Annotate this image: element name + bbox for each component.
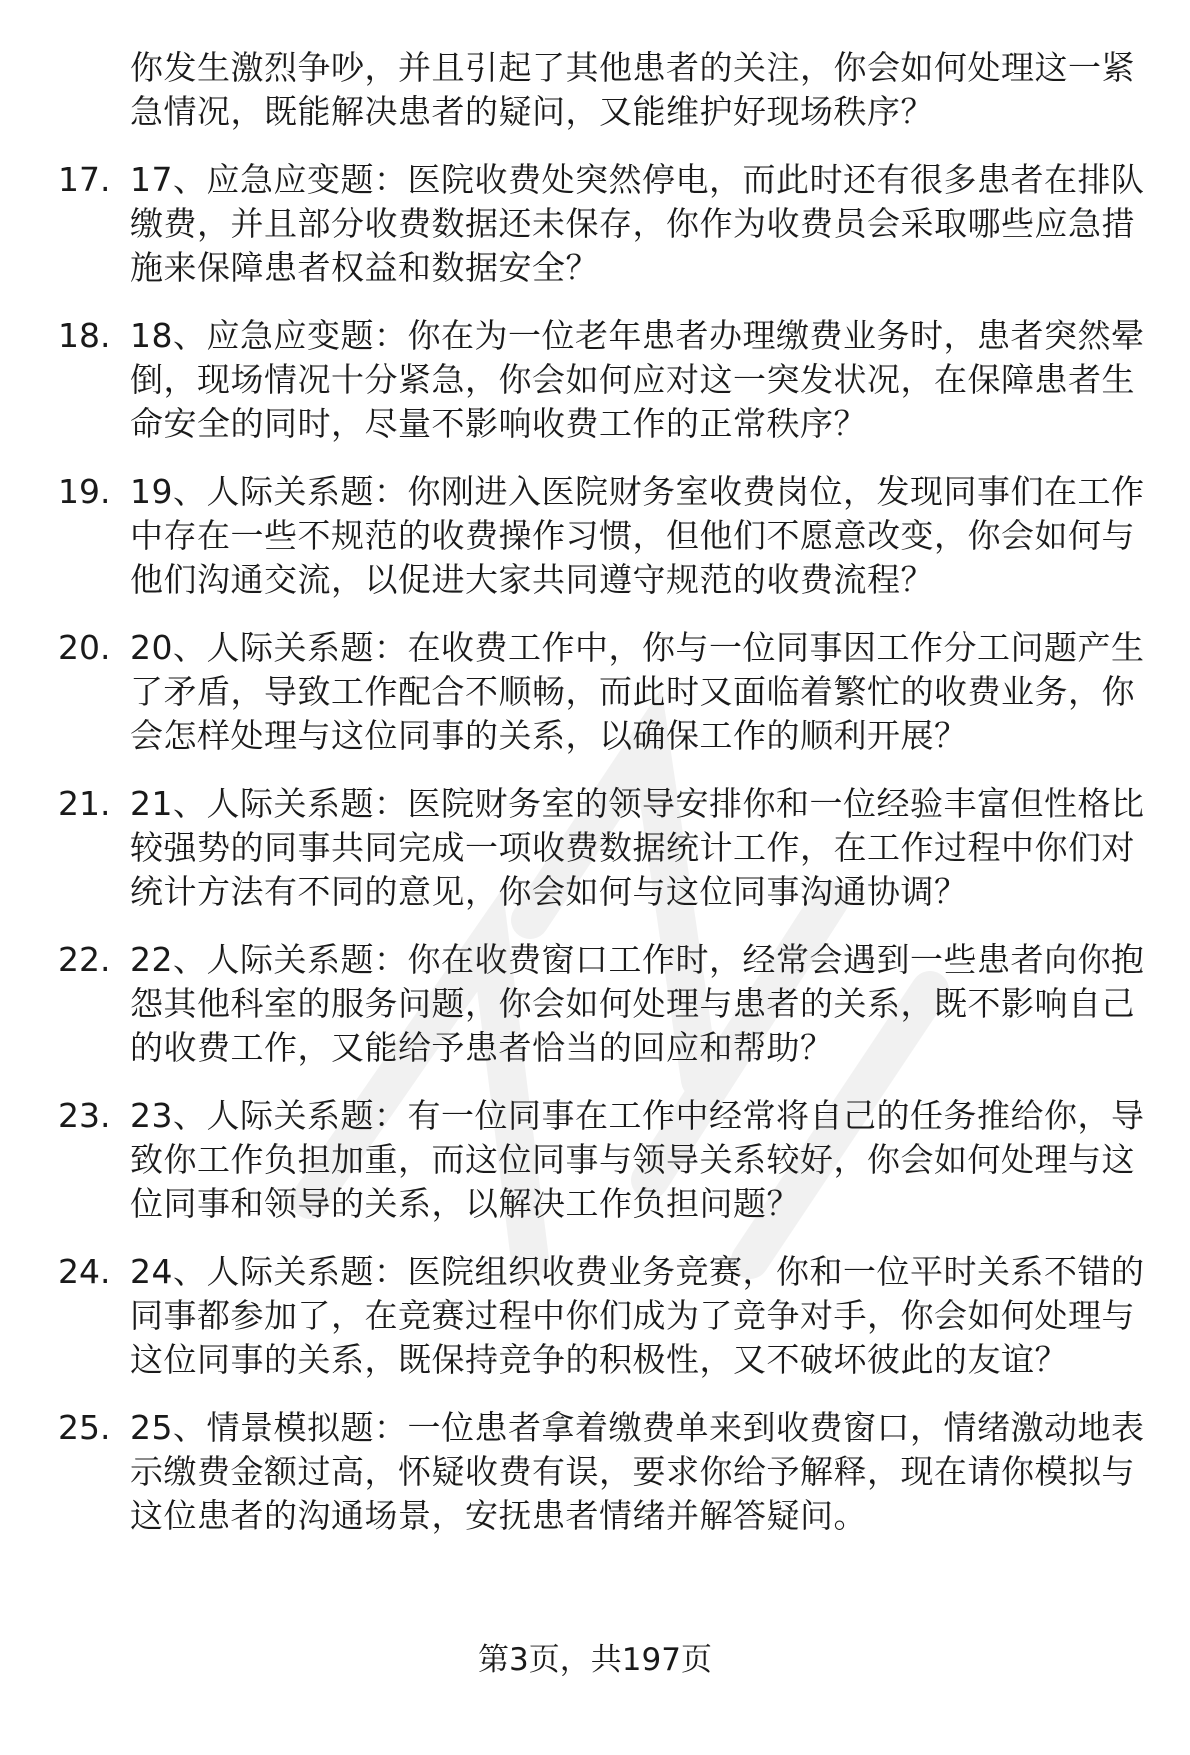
list-item [58,1250,1148,1382]
item-text: 17、应急应变题：医院收费处突然停电，而此时还有很多患者在排队缴费，并且部分收费数据还未保存，你作为收费员会采取哪些应急措施来保障患者权益和数据安全？ [130,160,1145,287]
list-item [58,470,1148,602]
item-number: 19. [58,472,111,511]
list-item [58,314,1148,446]
item-number: 18. [58,316,111,355]
item-text: 25、情景模拟题：一位患者拿着缴费单来到收费窗口，情绪激动地表示缴费金额过高，怀疑收费有误，要求你给予解释，现在请你模拟与这位患者的沟通场景，安抚患者情绪并解答疑问。 [130,1408,1145,1535]
item-text: 22、人际关系题：你在收费窗口工作时，经常会遇到一些患者向你抱怨其他科室的服务问题，你会如何处理与患者的关系，既不影响自己的收费工作，又能给予患者恰当的回应和帮助？ [130,940,1145,1067]
item-number: 22. [58,940,111,979]
item-text: 18、应急应变题：你在为一位老年患者办理缴费业务时，患者突然晕倒，现场情况十分紧急，你会如何应对这一突发状况，在保障患者生命安全的同时，尽量不影响收费工作的正常秩序？ [130,316,1145,443]
page-footer: 第3页，共197页 [478,1642,712,1678]
list-item [58,1406,1148,1538]
list-item [58,938,1148,1070]
item-number: 20. [58,628,111,667]
item-number: 23. [58,1096,111,1135]
question-list [58,46,1148,1538]
item-text: 21、人际关系题：医院财务室的领导安排你和一位经验丰富但性格比较强势的同事共同完成一项收费数据统计工作，在工作过程中你们对统计方法有不同的意见，你会如何与这位同事沟通协调？ [130,784,1145,911]
item-number: 17. [58,160,111,199]
list-item [58,782,1148,914]
item-text: 23、人际关系题：有一位同事在工作中经常将自己的任务推给你，导致你工作负担加重，而这位同事与领导关系较好，你会如何处理与这位同事和领导的关系，以解决工作负担问题？ [130,1096,1145,1223]
list-item [58,158,1148,290]
item-text: 24、人际关系题：医院组织收费业务竞赛，你和一位平时关系不错的同事都参加了，在竞赛过程中你们成为了竞争对手，你会如何处理与这位同事的关系，既保持竞争的积极性，又不破坏彼此的友谊？ [130,1252,1145,1379]
continuation-text: 你发生激烈争吵，并且引起了其他患者的关注，你会如何处理这一紧急情况，既能解决患者的疑问，又能维护好现场秩序？ [130,48,1135,131]
item-number: 25. [58,1408,111,1447]
item-text: 19、人际关系题：你刚进入医院财务室收费岗位，发现同事们在工作中存在一些不规范的收费操作习惯，但他们不愿意改变，你会如何与他们沟通交流，以促进大家共同遵守规范的收费流程？ [130,472,1145,599]
list-item [58,626,1148,758]
item-number: 21. [58,784,111,823]
list-item [58,1094,1148,1226]
item-number: 24. [58,1252,111,1291]
item-text: 20、人际关系题：在收费工作中，你与一位同事因工作分工问题产生了矛盾，导致工作配合不顺畅，而此时又面临着繁忙的收费业务，你会怎样处理与这位同事的关系，以确保工作的顺利开展？ [130,628,1145,755]
